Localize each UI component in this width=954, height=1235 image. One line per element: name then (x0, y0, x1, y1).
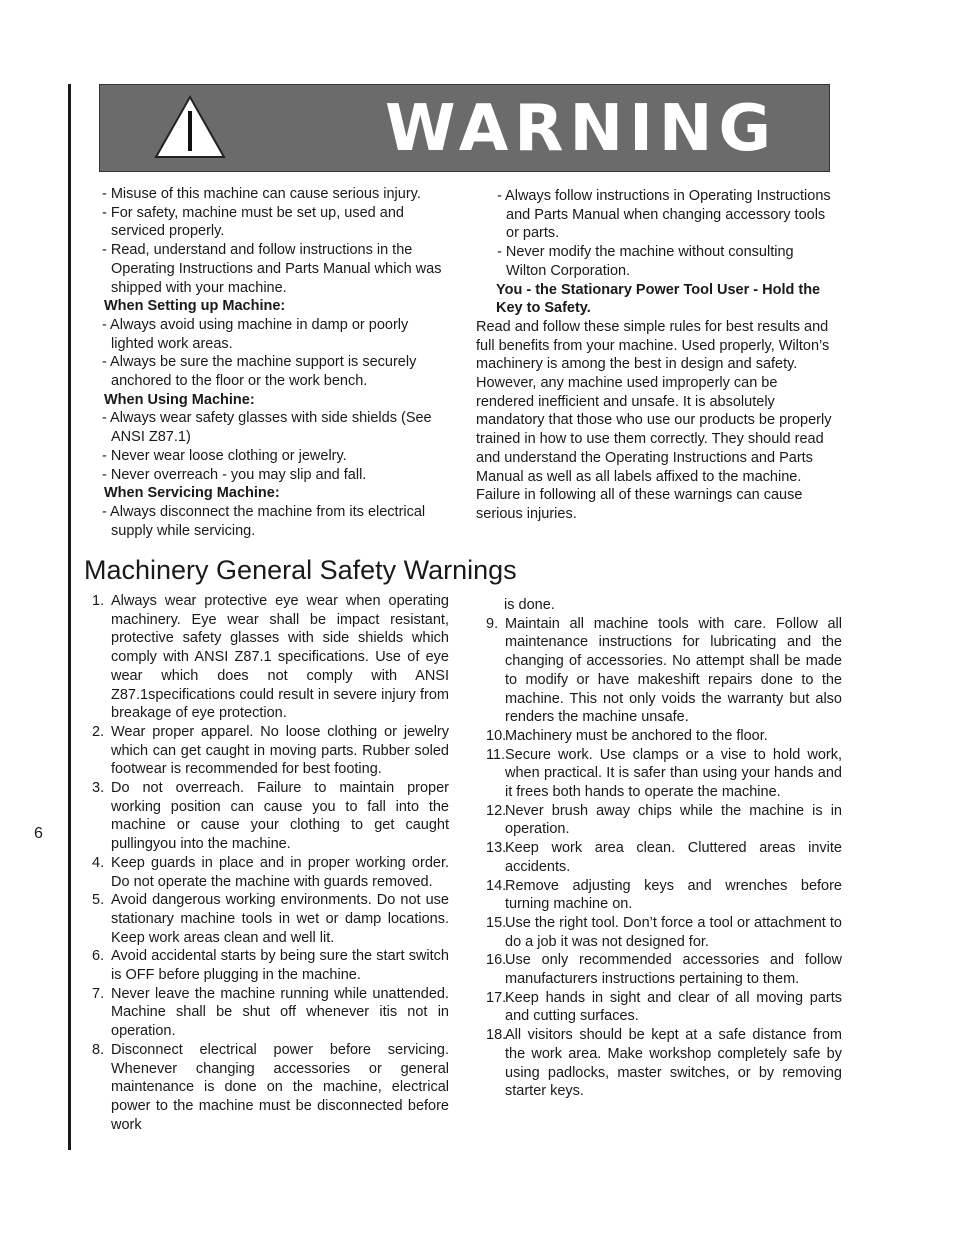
rule-text: Always wear protective eye wear when operating machinery. Eye wear shall be impact resistant, protective safety glasses with side shields which comply with ANSI Z87.1 specifications. Use of eye wear which does not comply with ANSI Z87.1specifications could result in severe injury from breakage of eye protection. (111, 593, 449, 722)
intro-paragraph: - Always wear safety glasses with side shields (See ANSI Z87.1) (102, 410, 432, 446)
rule-number: 7. (92, 985, 105, 1002)
intro-right-column (476, 187, 834, 524)
subheading: When Servicing Machine: (104, 485, 280, 502)
rule-text: Do not overreach. Failure to maintain proper working position can cause you to fall into the machine or cause your clothing to get caught pullingyou into the machine. (111, 780, 449, 853)
intro-paragraph: - Misuse of this machine can cause serious injury. (102, 186, 421, 202)
rule-number: 1. (92, 593, 105, 609)
intro-paragraph: - Read, understand and follow instructions in the Operating Instructions and Parts Manual which was shipped with your machine. (102, 242, 442, 296)
safety-rule (486, 839, 842, 876)
rule-text: All visitors should be kept at a safe distance from the work area. Make workshop completely safe by using padlocks, master switches, or by removing starter keys. (505, 1027, 842, 1100)
rule-number: 6. (92, 948, 105, 965)
subheading: You - the Stationary Power Tool User - Hold the Key to Safety. (496, 281, 821, 317)
warning-title: WARNING (385, 92, 777, 166)
left-margin-rule (68, 84, 71, 1150)
rule-text: Use only recommended accessories and follow manufacturers instructions pertaining to them. (505, 952, 842, 988)
rule-number: 14. (486, 877, 507, 894)
safety-rule (486, 802, 842, 839)
safety-rule (486, 989, 842, 1026)
safety-rule (486, 727, 842, 746)
safety-rule (92, 592, 449, 723)
rule-number: 15. (486, 914, 507, 931)
rule-text: Maintain all machine tools with care. Follow all maintenance instructions for lubricating and the changing of accessories. No attempt shall be made to modify or have makeshift repairs done to the machine. This not only voids the warranty but also renders the machine unsafe. (505, 615, 842, 726)
intro-paragraph: - Always follow instructions in Operating Instructions and Parts Manual when changing accessory tools or parts. (497, 188, 831, 242)
intro-paragraph: Read and follow these simple rules for best results and full benefits from your machine. Used properly, Wilton’s machinery is among the best in design and safety. However, any machine used improperly can be rendered inefficient and unsafe. It is absolutely mandatory that those who use our products be properly trained in how to use them correctly. They should read and understand the Operating Instructions and Parts Manual as well as all labels affixed to the machine. Failure in following all of these warnings can cause serious injuries. (476, 318, 832, 522)
safety-rule (486, 746, 842, 802)
safety-rules-left (92, 592, 449, 1134)
safety-rule (92, 779, 449, 854)
page-number: 6 (34, 825, 43, 842)
rule-number: 16. (486, 952, 507, 969)
safety-rule (92, 947, 449, 984)
intro-paragraph: - Never overreach - you may slip and fall. (102, 466, 367, 483)
rule-text: Keep guards in place and in proper working order. Do not operate the machine with guards removed. (111, 854, 449, 890)
safety-rule (92, 891, 449, 947)
safety-rule (486, 615, 842, 727)
safety-rule (486, 1026, 842, 1101)
safety-rule (92, 723, 449, 779)
section-title: Machinery General Safety Warnings (84, 555, 517, 585)
rule-text: Machinery must be anchored to the floor. (505, 727, 768, 744)
safety-rules-right-column (486, 596, 842, 1101)
intro-paragraph: - For safety, machine must be set up, used and serviced properly. (102, 204, 404, 240)
safety-rule (92, 854, 449, 891)
rule-text: Never leave the machine running while unattended. Machine shall be shut off whenever itis not in operation. (111, 985, 449, 1040)
rule-number: 12. (486, 802, 507, 819)
safety-rule (92, 985, 449, 1041)
rule-continuation: is done. (504, 597, 555, 613)
rule-text: Use the right tool. Don’t force a tool or attachment to do a job it was not designed for. (505, 914, 842, 950)
rule-text: Keep work area clean. Cluttered areas invite accidents. (505, 840, 842, 875)
safety-rule (92, 1041, 449, 1135)
rule-text: Remove adjusting keys and wrenches before turning machine on. (505, 877, 842, 913)
rule-text: Avoid accidental starts by being sure the start switch is OFF before plugging in the machine. (111, 948, 449, 984)
intro-paragraph: - Always be sure the machine support is securely anchored to the floor or the work bench. (102, 354, 417, 390)
rule-number: 2. (92, 723, 105, 740)
rule-text: Never brush away chips while the machine is in operation. (505, 802, 842, 838)
intro-paragraph: - Always disconnect the machine from its electrical supply while servicing. (102, 503, 426, 539)
rule-number: 5. (92, 892, 105, 909)
rule-number: 4. (92, 854, 105, 871)
rule-number: 13. (486, 840, 507, 857)
rule-number: 11. (486, 746, 506, 763)
safety-rule (486, 877, 842, 914)
rule-number: 17. (486, 989, 507, 1006)
rule-text: Avoid dangerous working environments. Do not use stationary machine tools in wet or damp locations. Keep work areas clean and well lit. (111, 892, 449, 946)
rule-text: Wear proper apparel. No loose clothing or jewelry which can get caught in moving parts. Rubber soled footwear is recommended for best footing. (111, 723, 449, 778)
intro-paragraph: - Always avoid using machine in damp or poorly lighted work areas. (102, 316, 409, 352)
rule-number: 9. (486, 615, 499, 632)
safety-rule (486, 914, 842, 951)
rule-number: 3. (92, 780, 105, 797)
warning-banner (99, 84, 830, 172)
rule-text: Disconnect electrical power before servicing. Whenever changing accessories or general maintenance is done on the machine, electrical power to the machine must be disconnected before work (111, 1041, 449, 1133)
intro-left-column (101, 185, 451, 540)
safety-rule (486, 951, 842, 988)
intro-paragraph: - Never modify the machine without consulting Wilton Corporation. (497, 244, 794, 279)
rule-text: Secure work. Use clamps or a vise to hold work, when practical. It is safer than using your hands and it frees both hands to operate the machine. (505, 746, 842, 801)
rule-number: 10. (486, 727, 507, 744)
rule-number: 18. (486, 1027, 507, 1044)
subheading: When Setting up Machine: (104, 298, 286, 315)
rule-number: 8. (92, 1041, 105, 1058)
safety-rules-right (486, 615, 842, 1101)
rule-text: Keep hands in sight and clear of all moving parts and cutting surfaces. (505, 989, 842, 1025)
subheading: When Using Machine: (104, 391, 255, 408)
intro-paragraph: - Never wear loose clothing or jewelry. (102, 447, 347, 464)
